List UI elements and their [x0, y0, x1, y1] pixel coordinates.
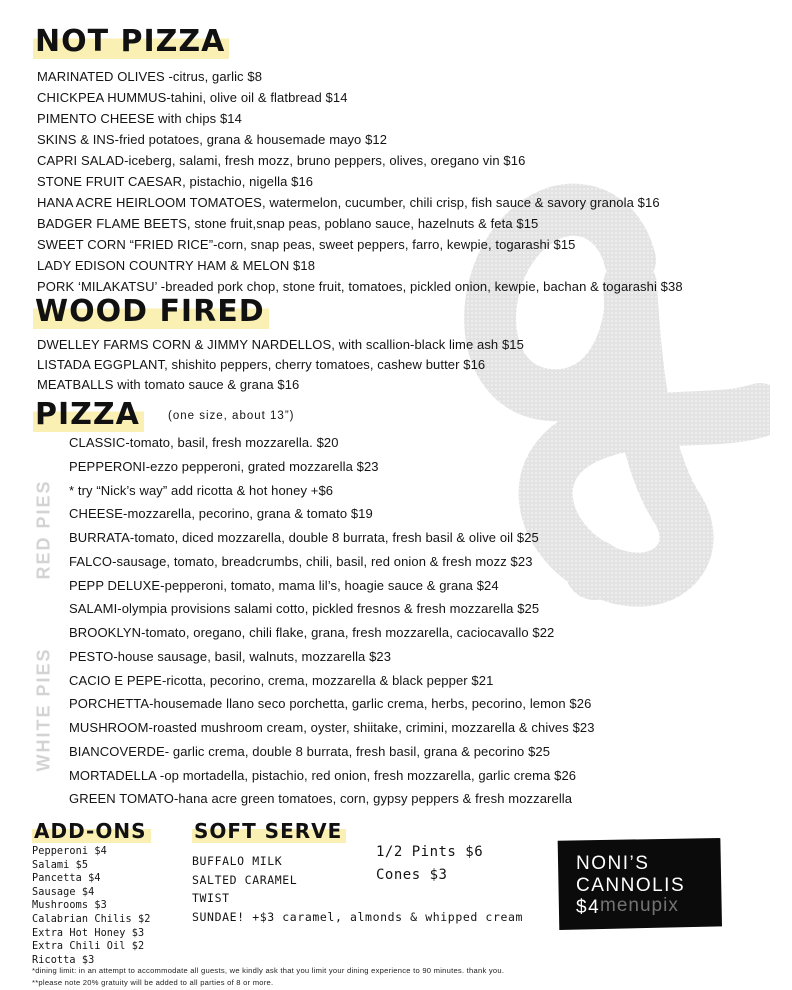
pizza-header — [33, 397, 144, 432]
soft-serve-list — [192, 852, 523, 926]
menu-item: BURRATA-tomato, diced mozzarella, double 8 burrata, fresh basil & olive oil $25 — [69, 530, 539, 545]
add-ons-list — [32, 845, 150, 967]
add-on-item: Sausage $4 — [32, 886, 95, 898]
menu-item: MORTADELLA -op mortadella, pistachio, red onion, fresh mozzarella, garlic crema $26 — [69, 767, 577, 783]
soft-serve-header — [192, 819, 346, 843]
pizza-title: PIZZA — [33, 397, 144, 432]
soft-serve-item: TWIST — [192, 891, 230, 905]
menupix-watermark: menupix — [600, 895, 679, 916]
menu-item: PORCHETTA-housemade llano seco porchetta, garlic crema, herbs, pecorino, lemon $26 — [69, 696, 592, 712]
add-ons-title: ADD-ONS — [32, 819, 151, 843]
not-pizza-title: NOT PIZZA — [33, 24, 229, 59]
soft-serve-item: BUFFALO MILK — [192, 854, 283, 868]
menu-item: MARINATED OLIVES -citrus, garlic $8 — [37, 69, 263, 84]
menu-item: LADY EDISON COUNTRY HAM & MELON $18 — [37, 258, 316, 273]
menu-item: DWELLEY FARMS CORN & JIMMY NARDELLOS, with scallion-black lime ash $15 — [37, 337, 524, 352]
pints-price: 1/2 Pints $6 — [376, 844, 484, 860]
add-on-item: Extra Chili Oil $2 — [32, 941, 145, 953]
pizza-list — [69, 431, 595, 811]
add-on-item: Mushrooms $3 — [32, 900, 107, 912]
menu-item: FALCO-sausage, tomato, breadcrumbs, chili, basil, red onion & fresh mozz $23 — [69, 553, 533, 569]
not-pizza-header — [33, 24, 229, 59]
menu-item: PEPPERONI-ezzo pepperoni, grated mozzarella $23 — [69, 458, 379, 474]
add-on-item: Ricotta $3 — [32, 954, 95, 966]
add-on-item: Extra Hot Honey $3 — [32, 927, 145, 939]
wood-fired-list — [37, 335, 524, 395]
soft-serve-title: SOFT SERVE — [192, 819, 346, 843]
wood-fired-header — [33, 294, 269, 329]
menu-item: PIMENTO CHEESE with chips $14 — [37, 111, 242, 126]
cannolis-price: $4 — [576, 897, 601, 918]
wood-fired-title: WOOD FIRED — [33, 294, 269, 329]
menu-item: CHEESE-mozzarella, pecorino, grana & tomato $19 — [69, 506, 373, 522]
menu-item: SWEET CORN “FRIED RICE”-corn, snap peas, sweet peppers, farro, kewpie, togarashi $15 — [37, 237, 576, 252]
menu-item: MUSHROOM-roasted mushroom cream, oyster, shiitake, crimini, mozzarella & chives $23 — [69, 720, 595, 735]
cannolis-line1: NONI’S — [576, 853, 650, 874]
add-on-item: Pepperoni $4 — [32, 846, 107, 857]
pizza-size-note: (one size, about 13”) — [168, 410, 295, 422]
not-pizza-list — [37, 66, 683, 297]
menu-item: CLASSIC-tomato, basil, fresh mozzarella. $20 — [69, 435, 339, 450]
menu-item: CACIO E PEPE-ricotta, pecorino, crema, mozzarella & black pepper $21 — [69, 672, 494, 688]
soft-serve-item: SALTED CARAMEL — [192, 872, 298, 887]
menu-item: MEATBALLS with tomato sauce & grana $16 — [37, 377, 300, 392]
menu-item: PEPP DELUXE-pepperoni, tomato, mama lil’s, hoagie sauce & grana $24 — [69, 577, 499, 593]
menu-item: CAPRI SALAD-iceberg, salami, fresh mozz, bruno peppers, olives, oregano vin $16 — [37, 153, 526, 168]
menu-item: SKINS & INS-fried potatoes, grana & housemade mayo $12 — [37, 132, 388, 147]
menu-item: PESTO-house sausage, basil, walnuts, mozzarella $23 — [69, 648, 392, 664]
dining-limit-note: *dining limit: in an attempt to accommodate all guests, we kindly ask that you limit your dining experience to 90 minutes. thank you. — [32, 966, 505, 975]
add-on-item: Calabrian Chilis $2 — [32, 913, 151, 925]
add-ons-header — [32, 819, 151, 843]
menu-item: * try “Nick’s way” add ricotta & hot honey +$6 — [69, 482, 334, 498]
menu-item: BADGER FLAME BEETS, stone fruit,snap peas, poblano sauce, hazelnuts & feta $15 — [37, 216, 539, 231]
menu-item: GREEN TOMATO-hana acre green tomatoes, corn, gypsy peppers & fresh mozzarella — [69, 791, 573, 807]
menu-item: SALAMI-olympia provisions salami cotto, pickled fresnos & fresh mozzarella $25 — [69, 601, 540, 617]
menu-item: LISTADA EGGPLANT, shishito peppers, cherry tomatoes, cashew butter $16 — [37, 357, 486, 372]
menu-item: BIANCOVERDE- garlic crema, double 8 burrata, fresh basil, grana & pecorino $25 — [69, 743, 551, 759]
white-pies-label: WHITE PIES — [33, 647, 54, 772]
gratuity-note: **please note 20% gratuity will be added to all parties of 8 or more. — [32, 978, 274, 987]
cones-price: Cones $3 — [376, 867, 448, 883]
menu-item: BROOKLYN-tomato, oregano, chili flake, grana, fresh mozzarella, caciocavallo $22 — [69, 625, 555, 640]
soft-serve-item: SUNDAE! +$3 caramel, almonds & whipped cream — [192, 909, 524, 924]
cannolis-line2: CANNOLIS — [576, 875, 686, 896]
red-pies-label: RED PIES — [33, 479, 54, 580]
menu-item: HANA ACRE HEIRLOOM TOMATOES, watermelon, cucumber, chili crisp, fish sauce & savory granola $16 — [37, 195, 660, 210]
add-on-item: Salami $5 — [32, 859, 89, 871]
menu-item: PORK ‘MILAKATSU’ -breaded pork chop, stone fruit, tomatoes, pickled onion, kewpie, bachan & togarashi $38 — [37, 279, 683, 294]
add-on-item: Pancetta $4 — [32, 873, 101, 885]
menu-item: CHICKPEA HUMMUS-tahini, olive oil & flatbread $14 — [37, 90, 348, 105]
menu-item: STONE FRUIT CAESAR, pistachio, nigella $16 — [37, 174, 314, 189]
